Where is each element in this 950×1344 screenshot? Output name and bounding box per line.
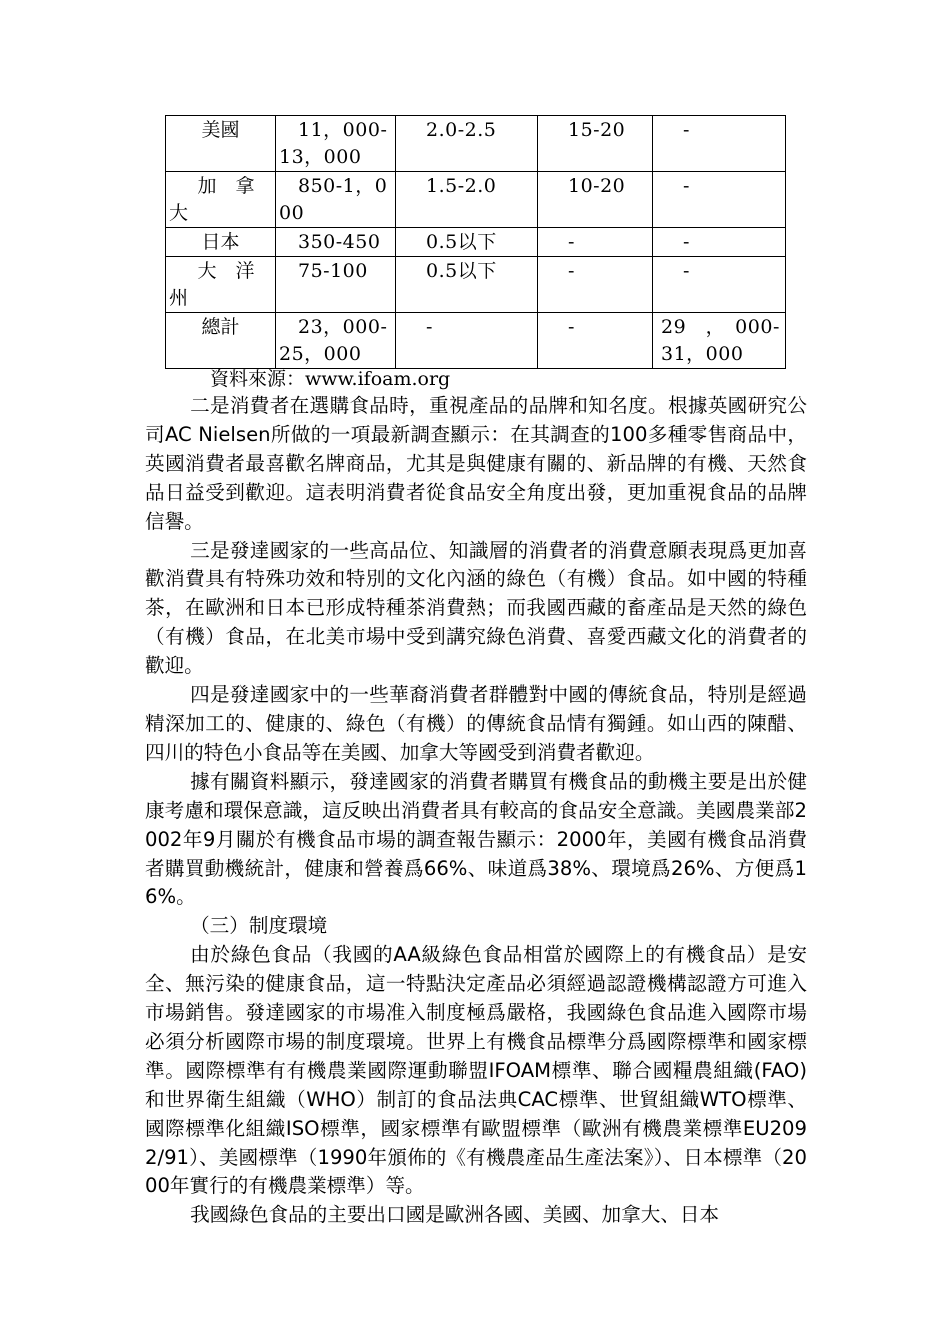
- value-cell: 1.5-2.0: [396, 172, 538, 228]
- country-cell: 大 洋州: [166, 257, 276, 313]
- value-cell: -: [653, 257, 786, 313]
- value-cell: 0.5以下: [396, 228, 538, 257]
- table-row: [166, 228, 786, 257]
- country-cell: 加 拿大: [166, 172, 276, 228]
- body-text: [145, 392, 807, 1230]
- table-row: [166, 172, 786, 228]
- paragraph: 二是消費者在選購食品時，重視產品的品牌和知名度。根據英國研究公司AC Nielsen所做的一項最新調查顯示：在其調查的100多種零售商品中，英國消費者最喜歡名牌商品，尤其是與健康有關的、新品牌的有機、天然食品日益受到歡迎。這表明消費者從食品安全角度出發，更加重視食品的品牌信譽。: [145, 394, 807, 533]
- country-cell: 美國: [166, 116, 276, 172]
- value-cell: 350-450: [276, 228, 396, 257]
- source-label: 資料來源：: [210, 368, 306, 390]
- value-cell: 29 ， 000-31，000: [653, 313, 786, 369]
- value-cell: 0.5以下: [396, 257, 538, 313]
- section-heading: （三）制度環境: [190, 914, 328, 938]
- value-cell: 75-100: [276, 257, 396, 313]
- value-cell: 11，000-13，000: [276, 116, 396, 172]
- value-cell: -: [538, 228, 653, 257]
- paragraph: 四是發達國家中的一些華裔消費者群體對中國的傳統食品，特別是經過精深加工的、健康的、綠色（有機）的傳統食品情有獨鍾。如山西的陳醋、四川的特色小食品等在美國、加拿大等國受到消費者歡迎。: [145, 683, 807, 764]
- value-cell: 15-20: [538, 116, 653, 172]
- value-cell: -: [538, 313, 653, 369]
- paragraph: 三是發達國家的一些高品位、知識層的消費者的消費意願表現爲更加喜歡消費具有特殊功效和特別的文化內涵的綠色（有機）食品。如中國的特種茶，在歐洲和日本已形成特種茶消費熱；而我國西藏的畜產品是天然的綠色（有機）食品，在北美市場中受到講究綠色消費、喜愛西藏文化的消費者的歡迎。: [145, 538, 807, 678]
- value-cell: -: [653, 228, 786, 257]
- value-cell: 850-1，000: [276, 172, 396, 228]
- value-cell: 10-20: [538, 172, 653, 228]
- value-cell: -: [653, 116, 786, 172]
- value-cell: -: [653, 172, 786, 228]
- country-cell: 日本: [166, 228, 276, 257]
- source-url: www.ifoam.org: [305, 368, 451, 390]
- value-cell: 23，000-25，000: [276, 313, 396, 369]
- paragraph: 我國綠色食品的主要出口國是歐洲各國、美國、加拿大、日本: [190, 1203, 720, 1227]
- table-row: [166, 257, 786, 313]
- market-data-table: [165, 115, 786, 369]
- paragraph: 據有關資料顯示，發達國家的消費者購買有機食品的動機主要是出於健康考慮和環保意識，這反映出消費者具有較高的食品安全意識。美國農業部2002年9月關於有機食品市場的調查報告顯示：2000年，美國有機食品消費者購買動機統計，健康和營養爲66%、味道爲38%、環境爲26%、方便爲16%。: [145, 769, 807, 909]
- value-cell: 2.0-2.5: [396, 116, 538, 172]
- table-row: [166, 116, 786, 172]
- country-cell: 總計: [166, 313, 276, 369]
- value-cell: -: [538, 257, 653, 313]
- value-cell: -: [396, 313, 538, 369]
- table-source-caption: [210, 366, 450, 392]
- paragraph: 由於綠色食品（我國的AA級綠色食品相當於國際上的有機食品）是安全、無污染的健康食品，這一特點決定產品必須經過認證機構認證方可進入市場銷售。發達國家的市場准入制度極爲嚴格，我國綠色食品進入國際市場必須分析國際市場的制度環境。世界上有機食品標準分爲國際標準和國家標準。國際標準有有機農業國際運動聯盟IFOAM標準、聯合國糧農組織(FAO)和世界衛生組織（WHO）制訂的食品法典CAC標準、世貿組織WTO標準、國際標準化組織ISO標準，國家標準有歐盟標準（歐洲有機農業標準EU2092/91）、美國標準（1990年頒佈的《有機農產品生產法案》）、日本標準（2000年實行的有機農業標準）等。: [145, 943, 807, 1198]
- table-row: [166, 313, 786, 369]
